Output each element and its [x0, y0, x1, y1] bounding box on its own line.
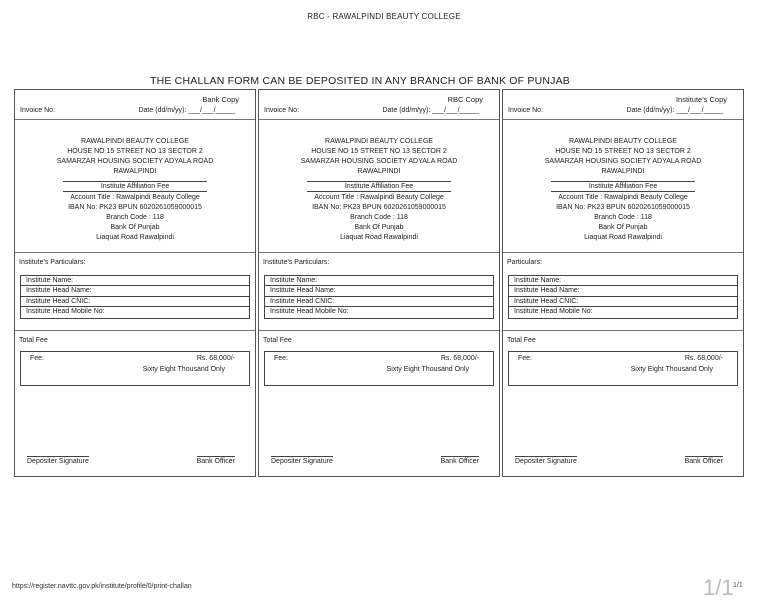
city: RAWALPINDI: [357, 168, 401, 175]
bank-officer: Bank Officer: [684, 458, 723, 465]
college-name: RAWALPINDI BEAUTY COLLEGE: [81, 138, 189, 145]
branch-code: Branch Code : 118: [106, 214, 164, 221]
copy-label: Bank Copy: [202, 95, 239, 104]
divider: [503, 330, 743, 331]
divider: [503, 119, 743, 120]
footer-url: https://register.navttc.gov.pk/institute/profile/0/print-challan: [12, 583, 192, 590]
institute-head-mobile-field: Institute Head Mobile No:: [514, 308, 593, 316]
institute-name-field: Institute Name:: [21, 276, 249, 286]
account-title: Account Title : Rawalpindi Beauty College: [314, 194, 444, 201]
fee-type: Institute Affiliation Fee: [551, 181, 695, 192]
institute-head-cnic-field: Institute Head CNIC:: [265, 297, 493, 307]
copy-label: RBC Copy: [447, 95, 483, 104]
bank-name: Bank Of Punjab: [354, 224, 404, 231]
page-counter-large: 1/1: [703, 575, 734, 600]
fee-box: [20, 351, 250, 386]
fee-words: Sixty Eight Thousand Only: [630, 366, 713, 373]
copy-label: Institute's Copy: [675, 95, 727, 104]
bank-name: Bank Of Punjab: [110, 224, 160, 231]
invoice-label: Invoice No:: [20, 107, 56, 114]
branch-code: Branch Code : 118: [594, 214, 652, 221]
divider: [15, 119, 255, 120]
date-label: Date (dd/m/yy): ___/___/_____: [382, 107, 479, 114]
account-details: [15, 193, 255, 243]
bank-officer: Bank Officer: [196, 458, 235, 465]
city: RAWALPINDI: [113, 168, 157, 175]
fee-label: Fee:: [274, 355, 289, 362]
address-line2: SAMARZAR HOUSING SOCIETY ADYALA ROAD: [56, 158, 214, 165]
fee-amount: Rs. 68,000/-: [440, 355, 479, 362]
print-header: RBC - RAWALPINDI BEAUTY COLLEGE: [307, 12, 461, 21]
challan-copy-rbc: [258, 89, 500, 477]
depositer-signature: Depositer Signature: [27, 458, 89, 465]
address-line1: HOUSE NO 15 STREET NO 13 SECTOR 2: [67, 148, 203, 155]
fee-type: Institute Affiliation Fee: [63, 181, 207, 192]
institute-head-mobile-field: Institute Head Mobile No:: [26, 308, 105, 316]
challan-copy-bank: [14, 89, 256, 477]
depositer-signature: Depositer Signature: [271, 458, 333, 465]
account-title: Account Title : Rawalpindi Beauty College: [558, 194, 688, 201]
fee-box: [264, 351, 494, 386]
divider: [259, 119, 499, 120]
branch-address: Liaquat Road Rawalpindi: [96, 234, 174, 241]
city: RAWALPINDI: [601, 168, 645, 175]
depositer-signature: Depositer Signature: [515, 458, 577, 465]
divider: [15, 252, 255, 253]
account-details: [259, 193, 499, 243]
institute-address: [15, 137, 255, 177]
address-line2: SAMARZAR HOUSING SOCIETY ADYALA ROAD: [300, 158, 458, 165]
page-title: THE CHALLAN FORM CAN BE DEPOSITED IN ANY BRANCH OF BANK OF PUNJAB: [149, 75, 571, 87]
particulars-label: Institute's Particulars:: [19, 259, 86, 266]
address-line1: HOUSE NO 15 STREET NO 13 SECTOR 2: [555, 148, 691, 155]
fee-amount: Rs. 68,000/-: [684, 355, 723, 362]
iban: IBAN No: PK23 BPUN 6020261059000015: [312, 204, 446, 211]
divider: [503, 252, 743, 253]
fee-amount: Rs. 68,000/-: [196, 355, 235, 362]
total-fee-label: Total Fee: [263, 337, 292, 344]
divider: [259, 252, 499, 253]
account-title: Account Title : Rawalpindi Beauty College: [70, 194, 200, 201]
divider: [259, 330, 499, 331]
institute-address: [503, 137, 743, 177]
challan-copy-institute: [502, 89, 744, 477]
branch-code: Branch Code : 118: [350, 214, 408, 221]
particulars-label: Particulars:: [507, 259, 543, 266]
institute-head-cnic-field: Institute Head CNIC:: [509, 297, 737, 307]
page-counter: 1/1: [733, 582, 743, 589]
invoice-label: Invoice No:: [264, 107, 300, 114]
divider: [15, 330, 255, 331]
branch-address: Liaquat Road Rawalpindi: [340, 234, 418, 241]
iban: IBAN No: PK23 BPUN 6020261059000015: [68, 204, 202, 211]
total-fee-label: Total Fee: [19, 337, 48, 344]
institute-head-mobile-field: Institute Head Mobile No:: [270, 308, 349, 316]
institute-head-name-field: Institute Head Name:: [509, 286, 737, 296]
particulars-box: [508, 275, 738, 319]
fee-label: Fee:: [518, 355, 533, 362]
fee-words: Sixty Eight Thousand Only: [142, 366, 225, 373]
bank-name: Bank Of Punjab: [598, 224, 648, 231]
particulars-box: [264, 275, 494, 319]
institute-name-field: Institute Name:: [265, 276, 493, 286]
institute-head-cnic-field: Institute Head CNIC:: [21, 297, 249, 307]
account-details: [503, 193, 743, 243]
total-fee-label: Total Fee: [507, 337, 536, 344]
college-name: RAWALPINDI BEAUTY COLLEGE: [569, 138, 677, 145]
date-label: Date (dd/m/yy): ___/___/_____: [138, 107, 235, 114]
institute-address: [259, 137, 499, 177]
fee-type: Institute Affiliation Fee: [307, 181, 451, 192]
college-name: RAWALPINDI BEAUTY COLLEGE: [325, 138, 433, 145]
iban: IBAN No: PK23 BPUN 6020261059000015: [556, 204, 690, 211]
institute-head-name-field: Institute Head Name:: [265, 286, 493, 296]
institute-head-name-field: Institute Head Name:: [21, 286, 249, 296]
particulars-box: [20, 275, 250, 319]
fee-words: Sixty Eight Thousand Only: [386, 366, 469, 373]
address-line2: SAMARZAR HOUSING SOCIETY ADYALA ROAD: [544, 158, 702, 165]
bank-officer: Bank Officer: [440, 458, 479, 465]
address-line1: HOUSE NO 15 STREET NO 13 SECTOR 2: [311, 148, 447, 155]
fee-label: Fee:: [30, 355, 45, 362]
date-label: Date (dd/m/yy): ___/___/_____: [626, 107, 723, 114]
invoice-label: Invoice No:: [508, 107, 544, 114]
institute-name-field: Institute Name:: [509, 276, 737, 286]
particulars-label: Institute's Particulars:: [263, 259, 330, 266]
branch-address: Liaquat Road Rawalpindi: [584, 234, 662, 241]
fee-box: [508, 351, 738, 386]
